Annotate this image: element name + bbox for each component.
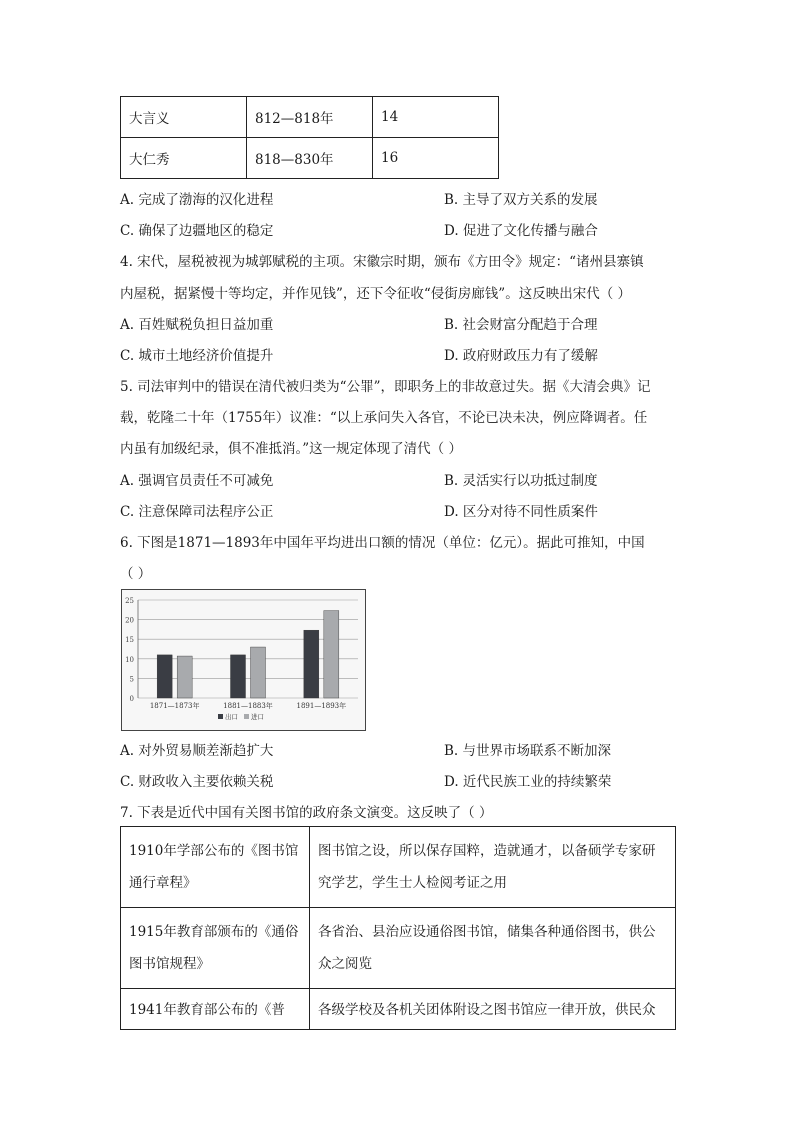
- q4-option-b[interactable]: B. 社会财富分配趋于合理: [444, 317, 598, 333]
- y-tick-label: 25: [125, 597, 134, 605]
- table-cell: 16: [373, 138, 499, 179]
- q6-option-c[interactable]: C. 财政收入主要依赖关税: [120, 774, 274, 790]
- library-regulation-table: [120, 826, 676, 1030]
- table-row: [121, 989, 676, 1030]
- legend-swatch: [218, 714, 223, 719]
- y-tick-label: 20: [125, 616, 134, 625]
- q5-option-c[interactable]: C. 注意保障司法程序公正: [120, 504, 274, 520]
- table-cell: 各省治、县治应设通俗图书馆，储集各种通俗图书，供公众之阅览: [310, 908, 676, 989]
- table-row: [121, 827, 676, 908]
- q4-stem-line1: 4. 宋代，屋税被视为城郭赋税的主项。宋徽宗时期，颁布《方田令》规定：“诸州县寨镇: [120, 254, 644, 270]
- q4-stem-line2: 内屋税，据紧慢十等均定，并作见钱”，还下令征收“侵街房廊钱”。这反映出宋代（ ）: [120, 286, 631, 302]
- bar: [324, 611, 339, 698]
- q5-stem-line1: 5. 司法审判中的错误在清代被归类为“公罪”，即职务上的非故意过失。据《大清会典》记: [120, 379, 651, 395]
- q4-option-d[interactable]: D. 政府财政压力有了缓解: [444, 348, 598, 364]
- q5-option-d[interactable]: D. 区分对待不同性质案件: [444, 504, 598, 520]
- q6-option-b[interactable]: B. 与世界市场联系不断加深: [444, 743, 612, 759]
- q6-stem-line1: 6. 下图是1871—1893年中国年平均进出口额的情况（单位：亿元）。据此可推知，中国: [120, 535, 645, 551]
- table-row: [121, 97, 499, 138]
- y-tick-label: 10: [125, 655, 134, 664]
- q7-stem-line1: 7. 下表是近代中国有关图书馆的政府条文演变。这反映了（ ）: [120, 805, 493, 821]
- bar: [251, 647, 266, 698]
- y-tick-label: 15: [125, 636, 134, 645]
- q4-option-a[interactable]: A. 百姓赋税负担日益加重: [120, 317, 274, 333]
- bar: [157, 655, 172, 698]
- q5-stem-line2: 载，乾隆二十年（1755年）议准：“以上承问失入各官，不论已决未决，例应降调者。任: [120, 410, 648, 426]
- y-tick-label: 0: [129, 695, 134, 703]
- q3-option-c[interactable]: C. 确保了边疆地区的稳定: [120, 223, 274, 239]
- table-cell: 1910年学部公布的《图书馆通行章程》: [121, 827, 310, 908]
- q6-stem-line2: （ ）: [120, 566, 152, 582]
- table-cell: 大仁秀: [121, 138, 247, 179]
- x-tick-label: 1881—1883年: [223, 702, 273, 710]
- bar: [304, 630, 319, 698]
- trade-bar-chart: [121, 589, 366, 731]
- table-cell: 1941年教育部公布的《普: [121, 989, 310, 1030]
- q3-option-b[interactable]: B. 主导了双方关系的发展: [444, 192, 598, 208]
- q4-option-c[interactable]: C. 城市土地经济价值提升: [120, 348, 274, 364]
- q5-option-a[interactable]: A. 强调官员责任不可减免: [120, 473, 274, 489]
- table-cell: 图书馆之设，所以保存国粹，造就通才，以备硕学专家研究学艺，学生士人检阅考证之用: [310, 827, 676, 908]
- table-cell: 各级学校及各机关团体附设之图书馆应一律开放，供民众: [310, 989, 676, 1030]
- chart-svg: [122, 590, 365, 730]
- bar: [177, 656, 192, 698]
- table-row: [121, 908, 676, 989]
- bar: [231, 655, 246, 698]
- dynasty-table: [120, 96, 499, 179]
- q5-option-b[interactable]: B. 灵活实行以功抵过制度: [444, 473, 598, 489]
- q3-option-d[interactable]: D. 促进了文化传播与融合: [444, 223, 598, 239]
- table-row: [121, 138, 499, 179]
- q6-option-a[interactable]: A. 对外贸易顺差渐趋扩大: [120, 743, 274, 759]
- table-cell: 1915年教育部颁布的《通俗图书馆规程》: [121, 908, 310, 989]
- table-cell: 大言义: [121, 97, 247, 138]
- q5-stem-line3: 内虽有加级纪录，俱不准抵消。”这一规定体现了清代（ ）: [120, 441, 462, 457]
- legend-swatch: [244, 714, 249, 719]
- y-tick-label: 5: [129, 675, 134, 684]
- legend-label: 出口: [225, 713, 238, 721]
- legend-label: 进口: [251, 713, 264, 721]
- table-cell: 812—818年: [247, 97, 373, 138]
- q6-option-d[interactable]: D. 近代民族工业的持续繁荣: [444, 774, 612, 790]
- x-tick-label: 1871—1873年: [149, 702, 200, 710]
- table-cell: 14: [373, 97, 499, 138]
- q3-option-a[interactable]: A. 完成了渤海的汉化进程: [120, 192, 274, 208]
- x-tick-label: 1891—1893年: [296, 702, 347, 710]
- table-cell: 818—830年: [247, 138, 373, 179]
